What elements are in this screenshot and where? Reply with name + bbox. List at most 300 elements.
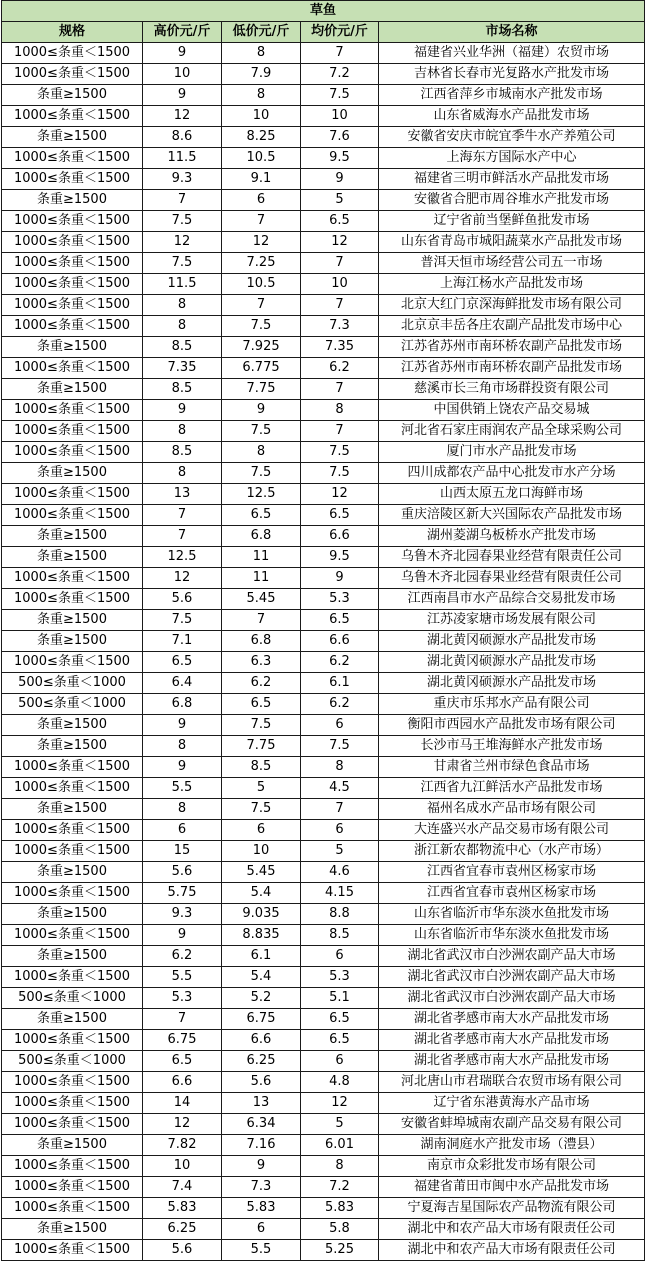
cell-market-name: 湖北黄冈硕源水产品批发市场 xyxy=(379,673,645,694)
header-spec: 规格 xyxy=(2,22,143,43)
cell-low-price: 7.9 xyxy=(222,64,301,85)
cell-spec: 条重≥1500 xyxy=(2,85,143,106)
cell-spec: 条重≥1500 xyxy=(2,610,143,631)
cell-spec: 条重≥1500 xyxy=(2,946,143,967)
cell-spec: 条重≥1500 xyxy=(2,715,143,736)
cell-high-price: 8 xyxy=(143,295,222,316)
cell-low-price: 6.5 xyxy=(222,505,301,526)
cell-low-price: 10.5 xyxy=(222,274,301,295)
cell-avg-price: 6.6 xyxy=(301,631,379,652)
cell-avg-price: 5 xyxy=(301,1114,379,1135)
cell-spec: 1000≤条重＜1500 xyxy=(2,400,143,421)
cell-market-name: 宁夏海吉星国际农产品物流有限公司 xyxy=(379,1198,645,1219)
cell-market-name: 福建省莆田市闽中水产品批发市场 xyxy=(379,1177,645,1198)
cell-high-price: 9 xyxy=(143,925,222,946)
cell-market-name: 湖北省武汉市白沙洲农副产品大市场 xyxy=(379,967,645,988)
cell-market-name: 湖北中和农产品大市场有限责任公司 xyxy=(379,1219,645,1240)
cell-spec: 1000≤条重＜1500 xyxy=(2,106,143,127)
table-row xyxy=(2,358,645,379)
cell-spec: 1000≤条重＜1500 xyxy=(2,274,143,295)
table-row xyxy=(2,631,645,652)
table-row xyxy=(2,64,645,85)
cell-avg-price: 6.2 xyxy=(301,358,379,379)
table-row xyxy=(2,1219,645,1240)
cell-high-price: 8 xyxy=(143,421,222,442)
cell-avg-price: 6 xyxy=(301,820,379,841)
cell-avg-price: 7 xyxy=(301,421,379,442)
cell-spec: 1000≤条重＜1500 xyxy=(2,43,143,64)
cell-high-price: 8.5 xyxy=(143,442,222,463)
cell-market-name: 安徽省蚌埠城南农副产品交易有限公司 xyxy=(379,1114,645,1135)
cell-spec: 条重≥1500 xyxy=(2,862,143,883)
cell-low-price: 8 xyxy=(222,85,301,106)
cell-market-name: 湖北黄冈硕源水产品批发市场 xyxy=(379,652,645,673)
cell-spec: 条重≥1500 xyxy=(2,736,143,757)
table-row xyxy=(2,862,645,883)
cell-high-price: 12 xyxy=(143,106,222,127)
table-row xyxy=(2,421,645,442)
cell-market-name: 重庆市乐邦水产品有限公司 xyxy=(379,694,645,715)
cell-avg-price: 5.8 xyxy=(301,1219,379,1240)
cell-low-price: 5.45 xyxy=(222,862,301,883)
cell-spec: 1000≤条重＜1500 xyxy=(2,148,143,169)
cell-spec: 1000≤条重＜1500 xyxy=(2,883,143,904)
cell-low-price: 6.5 xyxy=(222,694,301,715)
cell-spec: 1000≤条重＜1500 xyxy=(2,211,143,232)
cell-high-price: 8 xyxy=(143,799,222,820)
table-row xyxy=(2,568,645,589)
cell-market-name: 江西南昌市水产品综合交易批发市场 xyxy=(379,589,645,610)
cell-avg-price: 5.3 xyxy=(301,589,379,610)
cell-low-price: 7 xyxy=(222,295,301,316)
cell-market-name: 上海东方国际水产中心 xyxy=(379,148,645,169)
table-row xyxy=(2,442,645,463)
cell-high-price: 9 xyxy=(143,400,222,421)
cell-spec: 1000≤条重＜1500 xyxy=(2,1114,143,1135)
cell-avg-price: 4.5 xyxy=(301,778,379,799)
cell-high-price: 6.4 xyxy=(143,673,222,694)
cell-low-price: 5.4 xyxy=(222,883,301,904)
cell-high-price: 9 xyxy=(143,757,222,778)
cell-market-name: 湖北中和农产品大市场有限责任公司 xyxy=(379,1240,645,1261)
table-row xyxy=(2,1177,645,1198)
cell-market-name: 重庆涪陵区新大兴国际农产品批发市场 xyxy=(379,505,645,526)
cell-spec: 1000≤条重＜1500 xyxy=(2,841,143,862)
header-market-name: 市场名称 xyxy=(379,22,645,43)
cell-low-price: 9 xyxy=(222,400,301,421)
cell-market-name: 衡阳市西园水产品批发市场有限公司 xyxy=(379,715,645,736)
cell-high-price: 7 xyxy=(143,526,222,547)
cell-low-price: 7.5 xyxy=(222,421,301,442)
cell-spec: 1000≤条重＜1500 xyxy=(2,1198,143,1219)
cell-avg-price: 8 xyxy=(301,757,379,778)
cell-spec: 条重≥1500 xyxy=(2,631,143,652)
cell-low-price: 7.16 xyxy=(222,1135,301,1156)
cell-avg-price: 8 xyxy=(301,400,379,421)
cell-high-price: 7.82 xyxy=(143,1135,222,1156)
cell-spec: 1000≤条重＜1500 xyxy=(2,253,143,274)
table-row xyxy=(2,610,645,631)
cell-high-price: 9.3 xyxy=(143,904,222,925)
cell-market-name: 山东省临沂市华东淡水鱼批发市场 xyxy=(379,904,645,925)
cell-low-price: 8 xyxy=(222,442,301,463)
cell-market-name: 湖南洞庭水产批发市场（澧县） xyxy=(379,1135,645,1156)
table-row xyxy=(2,883,645,904)
cell-market-name: 长沙市马王堆海鲜水产批发市场 xyxy=(379,736,645,757)
cell-avg-price: 9.5 xyxy=(301,148,379,169)
cell-market-name: 河北唐山市君瑞联合农贸市场有限公司 xyxy=(379,1072,645,1093)
cell-spec: 1000≤条重＜1500 xyxy=(2,568,143,589)
cell-low-price: 9.1 xyxy=(222,169,301,190)
cell-low-price: 5 xyxy=(222,778,301,799)
table-row xyxy=(2,337,645,358)
table-row xyxy=(2,1135,645,1156)
cell-low-price: 7.25 xyxy=(222,253,301,274)
cell-market-name: 江苏省苏州市南环桥农副产品批发市场 xyxy=(379,337,645,358)
cell-spec: 条重≥1500 xyxy=(2,1219,143,1240)
table-row xyxy=(2,484,645,505)
table-row xyxy=(2,820,645,841)
cell-high-price: 13 xyxy=(143,484,222,505)
cell-avg-price: 8.5 xyxy=(301,925,379,946)
cell-market-name: 湖北省孝感市南大水产品批发市场 xyxy=(379,1051,645,1072)
cell-avg-price: 7.5 xyxy=(301,442,379,463)
table-row xyxy=(2,169,645,190)
cell-low-price: 5.45 xyxy=(222,589,301,610)
cell-high-price: 6.6 xyxy=(143,1072,222,1093)
table-title: 草鱼 xyxy=(2,1,645,22)
cell-avg-price: 9.5 xyxy=(301,547,379,568)
cell-low-price: 11 xyxy=(222,547,301,568)
table-row xyxy=(2,1051,645,1072)
cell-high-price: 12 xyxy=(143,1114,222,1135)
cell-spec: 1000≤条重＜1500 xyxy=(2,778,143,799)
cell-high-price: 5.6 xyxy=(143,589,222,610)
cell-high-price: 5.6 xyxy=(143,862,222,883)
cell-high-price: 8.6 xyxy=(143,127,222,148)
cell-avg-price: 7 xyxy=(301,379,379,400)
cell-market-name: 辽宁省东港黄海水产品市场 xyxy=(379,1093,645,1114)
cell-high-price: 12 xyxy=(143,568,222,589)
cell-market-name: 上海江杨水产品批发市场 xyxy=(379,274,645,295)
cell-high-price: 7.5 xyxy=(143,211,222,232)
cell-avg-price: 5 xyxy=(301,190,379,211)
table-row xyxy=(2,400,645,421)
cell-market-name: 江西省宜春市袁州区杨家市场 xyxy=(379,883,645,904)
cell-high-price: 7 xyxy=(143,505,222,526)
header-low-price: 低价元/斤 xyxy=(222,22,301,43)
cell-market-name: 江西省萍乡市城南水产批发市场 xyxy=(379,85,645,106)
cell-avg-price: 4.8 xyxy=(301,1072,379,1093)
cell-spec: 1000≤条重＜1500 xyxy=(2,295,143,316)
cell-high-price: 10 xyxy=(143,1156,222,1177)
cell-spec: 1000≤条重＜1500 xyxy=(2,505,143,526)
cell-market-name: 江苏省苏州市南环桥农副产品批发市场 xyxy=(379,358,645,379)
cell-avg-price: 6.5 xyxy=(301,1030,379,1051)
cell-low-price: 7.75 xyxy=(222,736,301,757)
cell-avg-price: 6.6 xyxy=(301,526,379,547)
table-row xyxy=(2,463,645,484)
cell-low-price: 7.3 xyxy=(222,1177,301,1198)
cell-avg-price: 5 xyxy=(301,841,379,862)
cell-low-price: 8.25 xyxy=(222,127,301,148)
cell-high-price: 5.83 xyxy=(143,1198,222,1219)
header-high-price: 高价元/斤 xyxy=(143,22,222,43)
cell-high-price: 8 xyxy=(143,463,222,484)
cell-market-name: 北京京丰岳各庄农副产品批发市场中心 xyxy=(379,316,645,337)
cell-low-price: 10.5 xyxy=(222,148,301,169)
table-row xyxy=(2,694,645,715)
cell-low-price: 9 xyxy=(222,1156,301,1177)
cell-spec: 1000≤条重＜1500 xyxy=(2,652,143,673)
cell-market-name: 吉林省长春市光复路水产批发市场 xyxy=(379,64,645,85)
cell-low-price: 7.75 xyxy=(222,379,301,400)
cell-high-price: 11.5 xyxy=(143,274,222,295)
cell-low-price: 5.4 xyxy=(222,967,301,988)
table-row xyxy=(2,148,645,169)
cell-avg-price: 5.1 xyxy=(301,988,379,1009)
cell-market-name: 江西省九江鲜活水产品批发市场 xyxy=(379,778,645,799)
cell-spec: 1000≤条重＜1500 xyxy=(2,358,143,379)
cell-spec: 1000≤条重＜1500 xyxy=(2,169,143,190)
cell-high-price: 5.5 xyxy=(143,778,222,799)
header-avg-price: 均价元/斤 xyxy=(301,22,379,43)
cell-low-price: 8.5 xyxy=(222,757,301,778)
table-row xyxy=(2,925,645,946)
cell-spec: 1000≤条重＜1500 xyxy=(2,925,143,946)
cell-market-name: 山东省青岛市城阳蔬菜水产品批发市场 xyxy=(379,232,645,253)
cell-low-price: 6.8 xyxy=(222,631,301,652)
table-row xyxy=(2,547,645,568)
cell-spec: 1000≤条重＜1500 xyxy=(2,232,143,253)
cell-spec: 1000≤条重＜1500 xyxy=(2,64,143,85)
cell-high-price: 14 xyxy=(143,1093,222,1114)
cell-market-name: 湖北黄冈硕源水产品批发市场 xyxy=(379,631,645,652)
cell-spec: 500≤条重＜1000 xyxy=(2,988,143,1009)
cell-low-price: 9.035 xyxy=(222,904,301,925)
cell-low-price: 6.2 xyxy=(222,673,301,694)
cell-high-price: 8.5 xyxy=(143,337,222,358)
cell-high-price: 7.1 xyxy=(143,631,222,652)
cell-high-price: 10 xyxy=(143,64,222,85)
table-row xyxy=(2,1198,645,1219)
cell-market-name: 乌鲁木齐北园春果业经营有限责任公司 xyxy=(379,568,645,589)
cell-low-price: 6.34 xyxy=(222,1114,301,1135)
cell-avg-price: 7.2 xyxy=(301,64,379,85)
table-row xyxy=(2,106,645,127)
cell-high-price: 15 xyxy=(143,841,222,862)
cell-spec: 条重≥1500 xyxy=(2,1135,143,1156)
cell-avg-price: 6 xyxy=(301,715,379,736)
table-row xyxy=(2,841,645,862)
cell-market-name: 大连盛兴水产品交易市场有限公司 xyxy=(379,820,645,841)
table-row xyxy=(2,127,645,148)
cell-market-name: 南京市众彩批发市场有限公司 xyxy=(379,1156,645,1177)
cell-low-price: 6.6 xyxy=(222,1030,301,1051)
cell-avg-price: 5.25 xyxy=(301,1240,379,1261)
cell-low-price: 5.6 xyxy=(222,1072,301,1093)
cell-market-name: 江西省宜春市袁州区杨家市场 xyxy=(379,862,645,883)
cell-low-price: 12 xyxy=(222,232,301,253)
cell-spec: 1000≤条重＜1500 xyxy=(2,1177,143,1198)
cell-spec: 1000≤条重＜1500 xyxy=(2,1156,143,1177)
cell-high-price: 9 xyxy=(143,85,222,106)
cell-high-price: 7 xyxy=(143,1009,222,1030)
table-row xyxy=(2,1072,645,1093)
cell-high-price: 6.75 xyxy=(143,1030,222,1051)
table-row xyxy=(2,988,645,1009)
table-row xyxy=(2,526,645,547)
table-row xyxy=(2,736,645,757)
cell-market-name: 福建省三明市鲜活水产品批发市场 xyxy=(379,169,645,190)
table-row xyxy=(2,232,645,253)
cell-high-price: 9.3 xyxy=(143,169,222,190)
cell-market-name: 中国供销上饶农产品交易城 xyxy=(379,400,645,421)
cell-market-name: 厦门市水产品批发市场 xyxy=(379,442,645,463)
cell-low-price: 5.5 xyxy=(222,1240,301,1261)
cell-high-price: 7.4 xyxy=(143,1177,222,1198)
cell-avg-price: 7 xyxy=(301,253,379,274)
cell-low-price: 7.5 xyxy=(222,316,301,337)
cell-avg-price: 7.6 xyxy=(301,127,379,148)
cell-market-name: 辽宁省前当堡鲜鱼批发市场 xyxy=(379,211,645,232)
cell-high-price: 8 xyxy=(143,736,222,757)
cell-low-price: 7.925 xyxy=(222,337,301,358)
cell-spec: 条重≥1500 xyxy=(2,463,143,484)
cell-low-price: 8.835 xyxy=(222,925,301,946)
cell-low-price: 11 xyxy=(222,568,301,589)
cell-avg-price: 7.2 xyxy=(301,1177,379,1198)
cell-high-price: 6 xyxy=(143,820,222,841)
table-header-row xyxy=(2,22,645,43)
cell-avg-price: 7 xyxy=(301,43,379,64)
table-row xyxy=(2,274,645,295)
table-row xyxy=(2,190,645,211)
cell-avg-price: 7 xyxy=(301,799,379,820)
cell-low-price: 6.8 xyxy=(222,526,301,547)
cell-high-price: 7.35 xyxy=(143,358,222,379)
cell-spec: 1000≤条重＜1500 xyxy=(2,589,143,610)
cell-spec: 1000≤条重＜1500 xyxy=(2,1030,143,1051)
cell-spec: 1000≤条重＜1500 xyxy=(2,316,143,337)
cell-low-price: 7 xyxy=(222,610,301,631)
table-row xyxy=(2,1240,645,1261)
cell-spec: 1000≤条重＜1500 xyxy=(2,1093,143,1114)
cell-avg-price: 6.1 xyxy=(301,673,379,694)
cell-high-price: 9 xyxy=(143,715,222,736)
cell-spec: 500≤条重＜1000 xyxy=(2,673,143,694)
cell-high-price: 5.3 xyxy=(143,988,222,1009)
cell-high-price: 6.8 xyxy=(143,694,222,715)
table-row xyxy=(2,715,645,736)
cell-avg-price: 6.01 xyxy=(301,1135,379,1156)
table-row xyxy=(2,43,645,64)
table-row xyxy=(2,211,645,232)
cell-market-name: 湖北省武汉市白沙洲农副产品大市场 xyxy=(379,988,645,1009)
cell-high-price: 9 xyxy=(143,43,222,64)
cell-avg-price: 12 xyxy=(301,1093,379,1114)
cell-spec: 条重≥1500 xyxy=(2,127,143,148)
cell-low-price: 7 xyxy=(222,211,301,232)
cell-market-name: 湖州菱湖乌板桥水产批发市场 xyxy=(379,526,645,547)
table-row xyxy=(2,253,645,274)
cell-low-price: 12.5 xyxy=(222,484,301,505)
cell-high-price: 12.5 xyxy=(143,547,222,568)
cell-avg-price: 9 xyxy=(301,568,379,589)
table-row xyxy=(2,778,645,799)
cell-high-price: 5.6 xyxy=(143,1240,222,1261)
cell-market-name: 浙江新农都物流中心（水产市场） xyxy=(379,841,645,862)
cell-avg-price: 8.8 xyxy=(301,904,379,925)
cell-avg-price: 7.3 xyxy=(301,316,379,337)
cell-spec: 1000≤条重＜1500 xyxy=(2,442,143,463)
cell-low-price: 8 xyxy=(222,43,301,64)
table-body xyxy=(2,43,645,1261)
cell-spec: 条重≥1500 xyxy=(2,190,143,211)
table-row xyxy=(2,967,645,988)
cell-spec: 条重≥1500 xyxy=(2,547,143,568)
cell-low-price: 6 xyxy=(222,820,301,841)
table-title-row xyxy=(2,1,645,22)
cell-high-price: 8 xyxy=(143,316,222,337)
table-row xyxy=(2,799,645,820)
cell-avg-price: 7.5 xyxy=(301,736,379,757)
cell-market-name: 福州名成水产品市场有限公司 xyxy=(379,799,645,820)
cell-spec: 1000≤条重＜1500 xyxy=(2,820,143,841)
cell-spec: 条重≥1500 xyxy=(2,337,143,358)
cell-avg-price: 10 xyxy=(301,106,379,127)
cell-high-price: 6.5 xyxy=(143,1051,222,1072)
cell-avg-price: 12 xyxy=(301,484,379,505)
cell-market-name: 甘肃省兰州市绿色食品市场 xyxy=(379,757,645,778)
cell-low-price: 6.75 xyxy=(222,1009,301,1030)
cell-low-price: 10 xyxy=(222,841,301,862)
cell-avg-price: 7.5 xyxy=(301,85,379,106)
cell-avg-price: 4.6 xyxy=(301,862,379,883)
cell-spec: 1000≤条重＜1500 xyxy=(2,757,143,778)
cell-avg-price: 6.5 xyxy=(301,610,379,631)
cell-low-price: 6.1 xyxy=(222,946,301,967)
cell-avg-price: 5.3 xyxy=(301,967,379,988)
cell-avg-price: 6 xyxy=(301,946,379,967)
cell-market-name: 福建省兴业华洲（福建）农贸市场 xyxy=(379,43,645,64)
cell-high-price: 6.2 xyxy=(143,946,222,967)
table-row xyxy=(2,757,645,778)
cell-avg-price: 7 xyxy=(301,295,379,316)
cell-avg-price: 6 xyxy=(301,1051,379,1072)
cell-spec: 条重≥1500 xyxy=(2,379,143,400)
cell-avg-price: 9 xyxy=(301,169,379,190)
cell-market-name: 四川成都农产品中心批发市水产分场 xyxy=(379,463,645,484)
table-row xyxy=(2,85,645,106)
cell-market-name: 安徽省合肥市周谷堆水产批发市场 xyxy=(379,190,645,211)
cell-spec: 条重≥1500 xyxy=(2,904,143,925)
cell-low-price: 6.775 xyxy=(222,358,301,379)
table-row xyxy=(2,295,645,316)
cell-low-price: 10 xyxy=(222,106,301,127)
cell-market-name: 北京大红门京深海鲜批发市场有限公司 xyxy=(379,295,645,316)
cell-low-price: 13 xyxy=(222,1093,301,1114)
table-row xyxy=(2,673,645,694)
cell-market-name: 安徽省安庆市皖宜季牛水产养殖公司 xyxy=(379,127,645,148)
cell-spec: 条重≥1500 xyxy=(2,799,143,820)
cell-high-price: 12 xyxy=(143,232,222,253)
table-row xyxy=(2,1030,645,1051)
table-row xyxy=(2,589,645,610)
cell-high-price: 8.5 xyxy=(143,379,222,400)
cell-high-price: 7.5 xyxy=(143,253,222,274)
cell-avg-price: 12 xyxy=(301,232,379,253)
